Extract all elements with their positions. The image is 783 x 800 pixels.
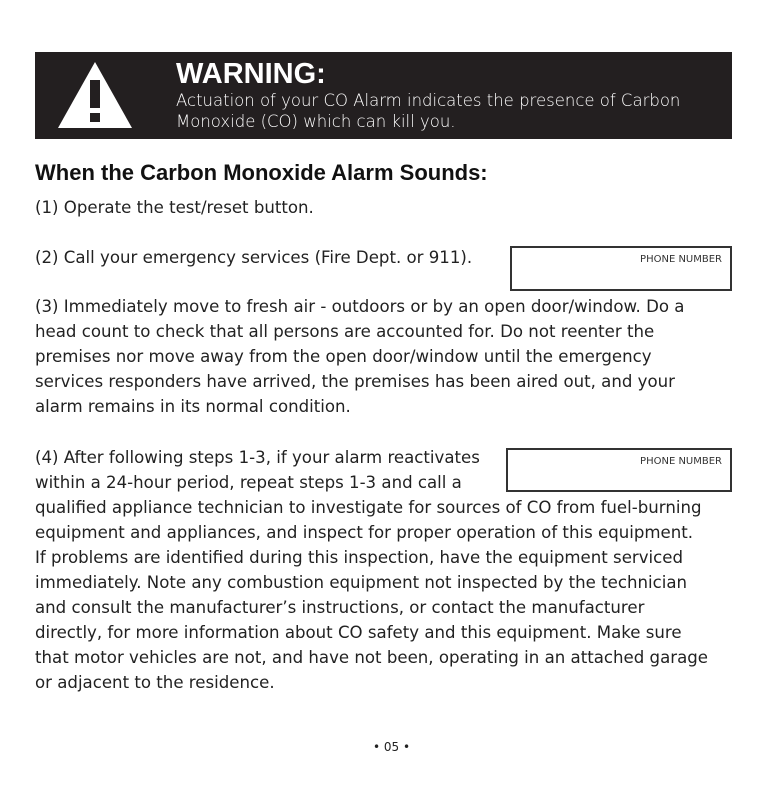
step-3-line: (3) Immediately move to fresh air - outdoors or by an open door/window. Do a xyxy=(35,297,685,316)
step-4-line: and consult the manufacturer’s instructions, or contact the manufacturer xyxy=(35,598,645,617)
phone-number-label: PHONE NUMBER xyxy=(640,254,722,265)
step-4-line: directly, for more information about CO safety and this equipment. Make sure xyxy=(35,623,682,642)
warning-triangle-icon xyxy=(58,62,132,130)
phone-number-box[interactable] xyxy=(506,448,732,492)
step-4-line: or adjacent to the residence. xyxy=(35,673,275,692)
step-3-line: head count to check that all persons are accounted for. Do not reenter the xyxy=(35,322,655,341)
step-4-line: that motor vehicles are not, and have not been, operating in an attached garage xyxy=(35,648,708,667)
step-4-line: If problems are identified during this inspection, have the equipment serviced xyxy=(35,548,684,567)
warning-title: WARNING: xyxy=(176,58,326,90)
warning-text: Actuation of your CO Alarm indicates the presence of Carbon xyxy=(176,91,681,110)
section-heading: When the Carbon Monoxide Alarm Sounds: xyxy=(35,160,488,185)
step-4-line: within a 24-hour period, repeat steps 1-3 and call a xyxy=(35,473,462,492)
step-4-line: (4) After following steps 1-3, if your alarm reactivates xyxy=(35,448,480,467)
step-3-line: premises nor move away from the open door/window until the emergency xyxy=(35,347,652,366)
warning-banner xyxy=(35,52,732,139)
step-1: (1) Operate the test/reset button. xyxy=(35,198,314,217)
phone-number-label: PHONE NUMBER xyxy=(640,456,722,467)
page-number: • 05 • xyxy=(372,740,411,754)
warning-text: Monoxide (CO) which can kill you. xyxy=(176,112,456,131)
step-4-line: equipment and appliances, and inspect for proper operation of this equipment. xyxy=(35,523,694,542)
step-2: (2) Call your emergency services (Fire Dept. or 911). xyxy=(35,248,473,267)
step-3-line: services responders have arrived, the premises has been aired out, and your xyxy=(35,372,675,391)
step-4-line: qualified appliance technician to investigate for sources of CO from fuel-burning xyxy=(35,498,702,517)
step-3-line: alarm remains in its normal condition. xyxy=(35,397,351,416)
step-4-line: immediately. Note any combustion equipment not inspected by the technician xyxy=(35,573,688,592)
phone-number-box[interactable] xyxy=(510,246,732,291)
